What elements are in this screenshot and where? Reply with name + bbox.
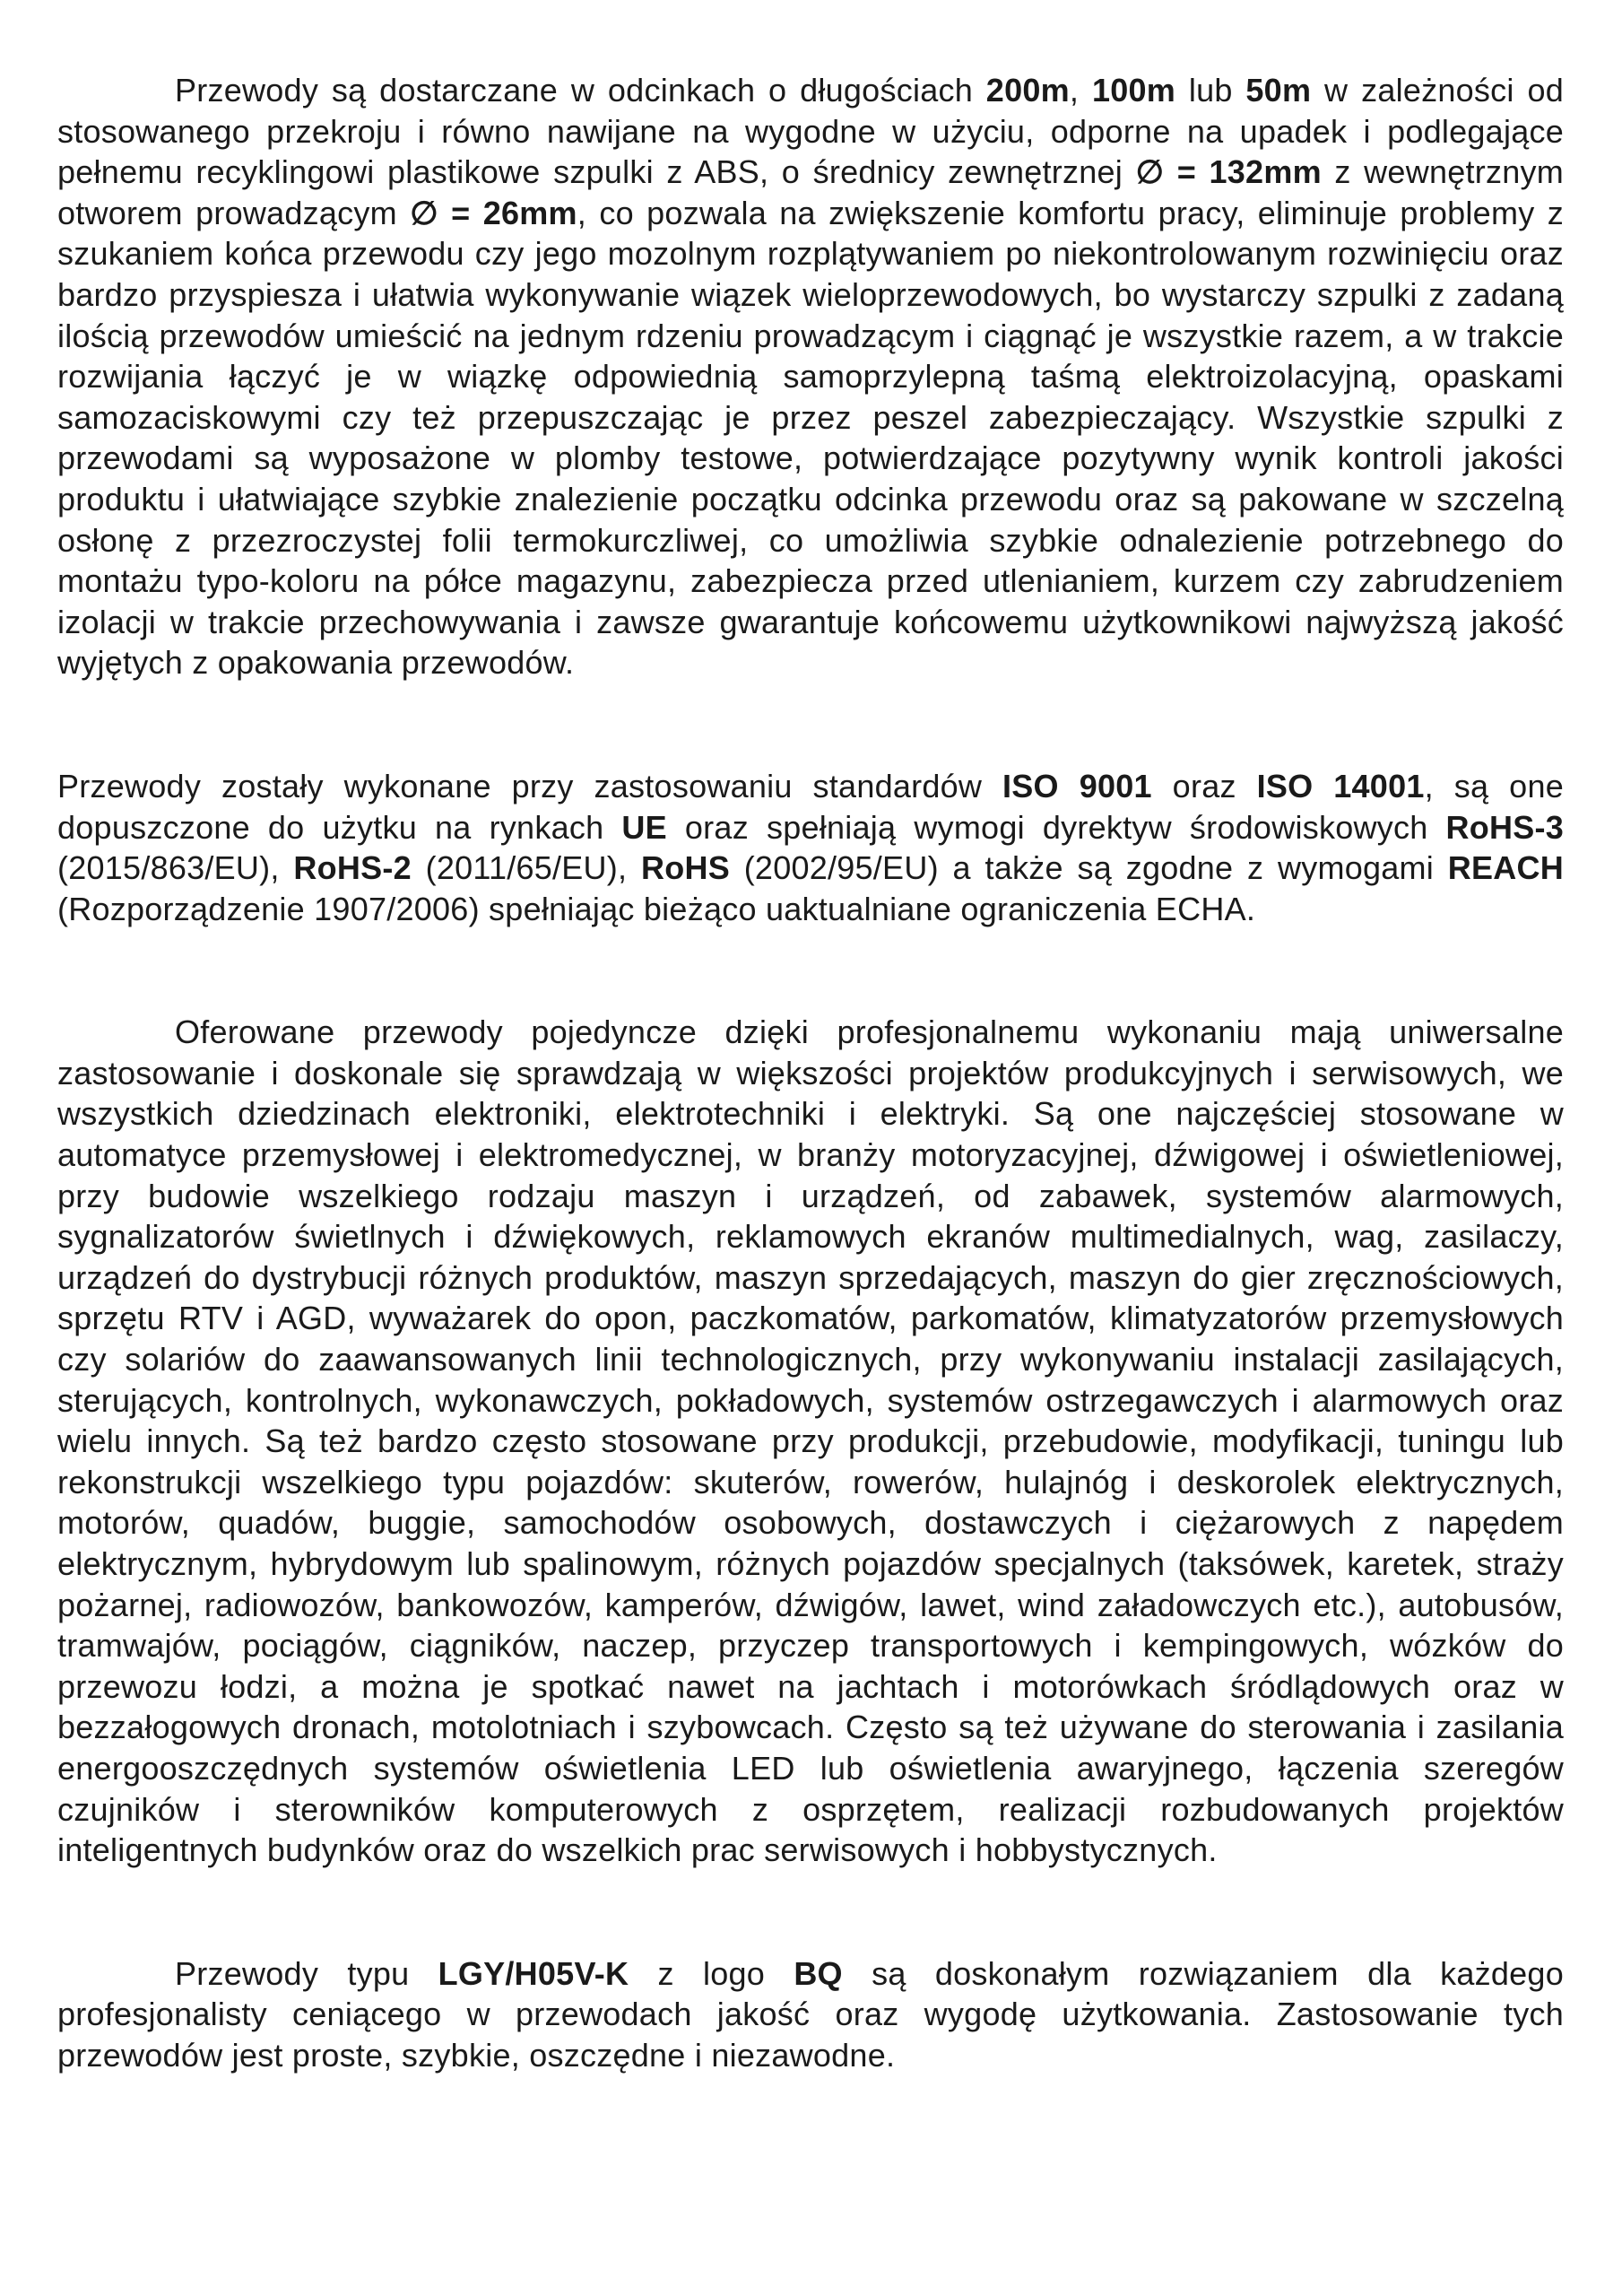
bold-text-segment: 200m bbox=[985, 72, 1070, 109]
bold-text-segment: ∅ = 26mm bbox=[410, 194, 577, 231]
text-segment: są doskonałym rozwiązaniem dla każdego profesjonalisty ceniącego w przewodach jakość oraz wygodę użytkowania. Zastosowanie tych przewodów jest proste, szybkie, oszczędne i niezawodne. bbox=[57, 1954, 1564, 2074]
bold-text-segment: ∅ = 132mm bbox=[1135, 153, 1322, 191]
paragraph-applications bbox=[57, 1012, 1564, 1870]
text-segment: oraz bbox=[1151, 767, 1257, 804]
bold-text-segment: RoHS-3 bbox=[1445, 808, 1565, 846]
paragraph-standards bbox=[57, 766, 1564, 929]
document-page bbox=[57, 70, 1564, 2076]
bold-text-segment: REACH bbox=[1447, 849, 1564, 887]
text-segment: (Rozporządzenie 1907/2006) spełniając bieżąco uaktualniane ograniczenia ECHA. bbox=[57, 890, 1256, 927]
bold-text-segment: 50m bbox=[1245, 72, 1312, 109]
bold-text-segment: RoHS-2 bbox=[293, 849, 412, 887]
text-segment: , bbox=[1069, 72, 1092, 109]
text-segment: (2011/65/EU), bbox=[411, 849, 641, 887]
bold-text-segment: 100m bbox=[1091, 72, 1176, 109]
bold-text-segment: ISO 9001 bbox=[1002, 767, 1152, 804]
paragraph-packaging bbox=[57, 70, 1564, 683]
text-segment: Przewody typu bbox=[175, 1954, 438, 1992]
text-segment: z logo bbox=[629, 1954, 794, 1992]
text-segment: w zależności od stosowanego przekroju i równo nawijane na wygodne w użyciu, odporne na upadek i podlegające pełnemu recyklingowi plastikowe szpulki z ABS, o średnicy zewnętrznej bbox=[57, 72, 1564, 191]
bold-text-segment: LGY/H05V-K bbox=[438, 1954, 629, 1992]
paragraph-summary bbox=[57, 1953, 1564, 2076]
bold-text-segment: ISO 14001 bbox=[1256, 767, 1425, 804]
text-segment: z wewnętrznym otworem prowadzącym bbox=[57, 153, 1564, 231]
text-segment: lub bbox=[1175, 72, 1246, 109]
text-segment: oraz spełniają wymogi dyrektyw środowiskowych bbox=[666, 808, 1446, 846]
bold-text-segment: BQ bbox=[794, 1954, 843, 1992]
text-segment: (2002/95/EU) a także są zgodne z wymogami bbox=[729, 849, 1448, 887]
text-segment: Oferowane przewody pojedyncze dzięki profesjonalnemu wykonaniu mają uniwersalne zastosowanie i doskonale się sprawdzają w większości projektów produkcyjnych i serwisowych, we wszystkich dziedzinach elektroniki, elektrotechniki i elektryki. Są one najczęściej stosowane w automatyce przemysłowej i elektromedycznej, w branży motoryzacyjnej, dźwigowej i oświetleniowej, przy budowie wszelkiego rodzaju maszyn i urządzeń, od zabawek, systemów alarmowych, sygnalizatorów świetlnych i dźwiękowych, reklamowych ekranów multimedialnych, wag, zasilaczy, urządzeń do dystrybucji różnych produktów, maszyn sprzedających, maszyn do gier zręcznościowych, sprzętu RTV i AGD, wyważarek do opon, paczkomatów, parkomatów, klimatyzatorów przemysłowych czy solariów do zaawansowanych linii technologicznych, przy wykonywaniu instalacji zasilających, sterujących, kontrolnych, wykonawczych, pokładowych, systemów ostrzegawczych i alarmowych oraz wielu innych. Są też bardzo często stosowane przy produkcji, przebudowie, modyfikacji, tuningu lub rekonstrukcji wszelkiego typu pojazdów: skuterów, rowerów, hulajnóg i deskorolek elektrycznych, motorów, quadów, buggie, samochodów osobowych, dostawczych i ciężarowych z napędem elektrycznym, hybrydowym lub spalinowym, różnych pojazdów specjalnych (taksówek, karetek, straży pożarnej, radiowozów, bankowozów, kamperów, dźwigów, lawet, wind załadowczych etc.), autobusów, tramwajów, pociągów, ciągników, naczep, przyczep transportowych i kempingowych, wózków do przewozu łodzi, a można je spotkać nawet na jachtach i motorówkach śródlądowych oraz w bezzałogowych dronach, motolotniach i szybowcach. Często są też używane do sterowania i zasilania energooszczędnych systemów oświetlenia LED lub oświetlenia awaryjnego, łączenia szeregów czujników i sterowników komputerowych z osprzętem, realizacji rozbudowanych projektów inteligentnych budynków oraz do wszelkich prac serwisowych i hobbystycznych. bbox=[57, 1013, 1564, 1869]
text-segment: , co pozwala na zwiększenie komfortu pracy, eliminuje problemy z szukaniem końca przewodu czy jego mozolnym rozplątywaniem po niekontrolowanym rozwinięciu oraz bardzo przyspiesza i ułatwia wykonywanie wiązek wieloprzewodowych, bo wystarczy szpulki z zadaną ilością przewodów umieścić na jednym rdzeniu prowadzącym i ciągnąć je wszystkie razem, a w trakcie rozwijania łączyć je w wiązkę odpowiednią samoprzylepną taśmą elektroizolacyjną, opaskami samozaciskowymi czy też przepuszczając je przez peszel zabezpieczający. Wszystkie szpulki z przewodami są wyposażone w plomby testowe, potwierdzające pozytywny wynik kontroli jakości produktu i ułatwiające szybkie znalezienie początku odcinka przewodu oraz są pakowane w szczelną osłonę z przezroczystej folii termokurczliwej, co umożliwia szybkie odnalezienie potrzebnego do montażu typo-koloru na półce magazynu, zabezpiecza przed utlenianiem, kurzem czy zabrudzeniem izolacji w trakcie przechowywania i zawsze gwarantuje końcowemu użytkownikowi najwyższą jakość wyjętych z opakowania przewodów. bbox=[57, 194, 1564, 682]
text-segment: , są one dopuszczone do użytku na rynkach bbox=[57, 767, 1564, 846]
text-segment: (2015/863/EU), bbox=[57, 849, 294, 887]
bold-text-segment: UE bbox=[621, 808, 667, 846]
text-segment: Przewody są dostarczane w odcinkach o długościach bbox=[175, 72, 986, 109]
text-segment: Przewody zostały wykonane przy zastosowaniu standardów bbox=[57, 767, 1003, 804]
bold-text-segment: RoHS bbox=[640, 849, 730, 887]
